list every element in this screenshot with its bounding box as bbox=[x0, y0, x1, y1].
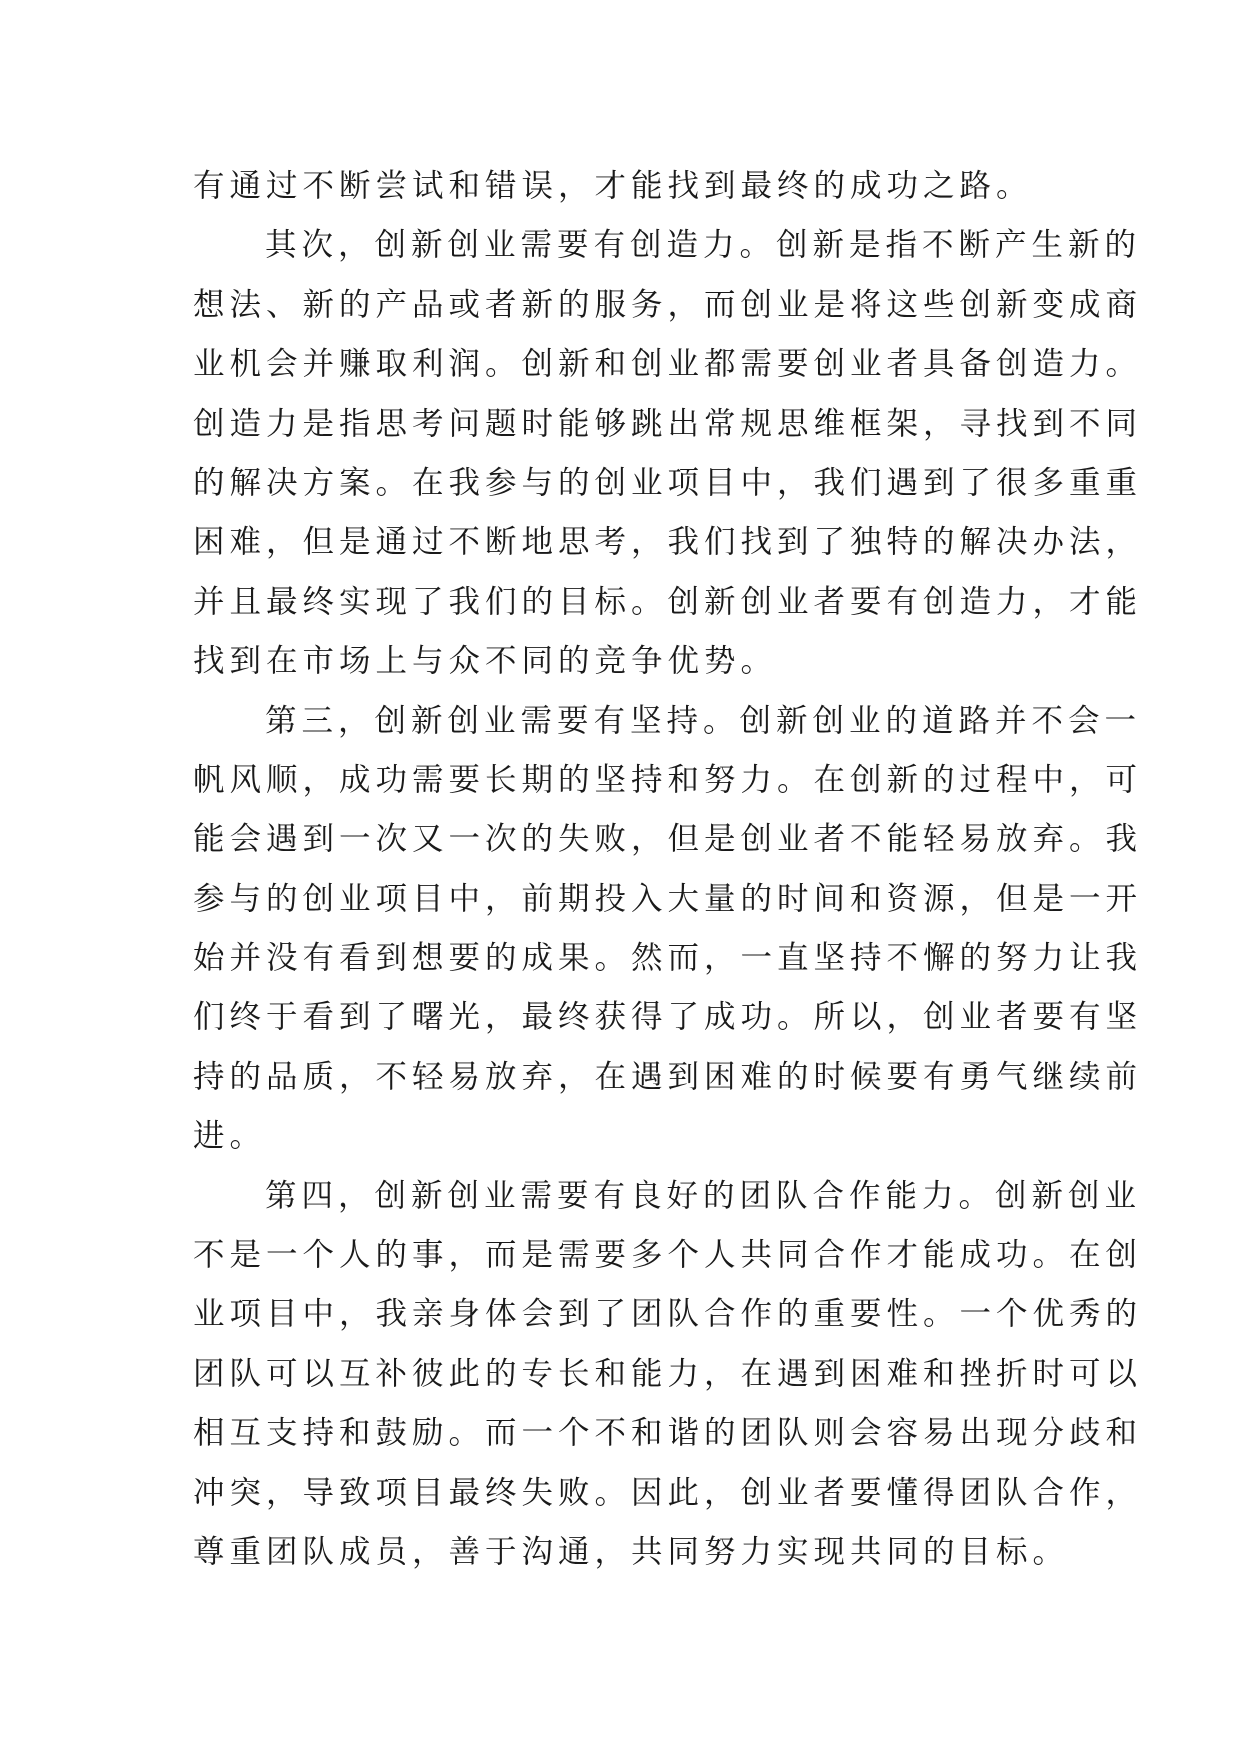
text-line: 业项目中，我亲身体会到了团队合作的重要性。一个优秀的 bbox=[193, 1296, 1143, 1333]
body-text bbox=[193, 157, 1143, 1582]
text-line: 相互支持和鼓励。而一个不和谐的团队则会容易出现分歧和 bbox=[193, 1415, 1143, 1452]
text-line: 找到在市场上与众不同的竞争优势。 bbox=[193, 643, 778, 680]
text-line: 冲突，导致项目最终失败。因此，创业者要懂得团队合作， bbox=[193, 1474, 1143, 1511]
text-line: 始并没有看到想要的成果。然而，一直坚持不懈的努力让我 bbox=[193, 940, 1143, 977]
text-line: 并且最终实现了我们的目标。创新创业者要有创造力，才能 bbox=[193, 583, 1143, 620]
text-line: 业机会并赚取利润。创新和创业都需要创业者具备创造力。 bbox=[193, 346, 1143, 383]
text-line: 能会遇到一次又一次的失败，但是创业者不能轻易放弃。我 bbox=[193, 821, 1143, 858]
paragraph-first-line: 第四，创新创业需要有良好的团队合作能力。创新创业 bbox=[265, 1177, 1142, 1214]
text-line: 团队可以互补彼此的专长和能力，在遇到困难和挫折时可以 bbox=[193, 1355, 1143, 1392]
text-line: 不是一个人的事，而是需要多个人共同合作才能成功。在创 bbox=[193, 1237, 1143, 1274]
text-line: 进。 bbox=[193, 1118, 267, 1155]
text-line: 持的品质，不轻易放弃，在遇到困难的时候要有勇气继续前 bbox=[193, 1058, 1143, 1095]
text-line: 尊重团队成员，善于沟通，共同努力实现共同的目标。 bbox=[193, 1533, 1070, 1570]
text-line: 们终于看到了曙光，最终获得了成功。所以，创业者要有坚 bbox=[193, 999, 1143, 1036]
text-line: 想法、新的产品或者新的服务，而创业是将这些创新变成商 bbox=[193, 286, 1143, 323]
paragraph-first-line: 其次，创新创业需要有创造力。创新是指不断产生新的 bbox=[265, 227, 1142, 264]
text-line: 参与的创业项目中，前期投入大量的时间和资源，但是一开 bbox=[193, 880, 1143, 917]
text-line: 的解决方案。在我参与的创业项目中，我们遇到了很多重重 bbox=[193, 464, 1143, 501]
paragraph-first-line: 第三，创新创业需要有坚持。创新创业的道路并不会一 bbox=[265, 702, 1142, 739]
text-line: 创造力是指思考问题时能够跳出常规思维框架，寻找到不同 bbox=[193, 405, 1143, 442]
text-line: 帆风顺，成功需要长期的坚持和努力。在创新的过程中，可 bbox=[193, 761, 1143, 798]
text-line: 困难，但是通过不断地思考，我们找到了独特的解决办法， bbox=[193, 524, 1143, 561]
text-line: 有通过不断尝试和错误，才能找到最终的成功之路。 bbox=[193, 168, 1033, 204]
